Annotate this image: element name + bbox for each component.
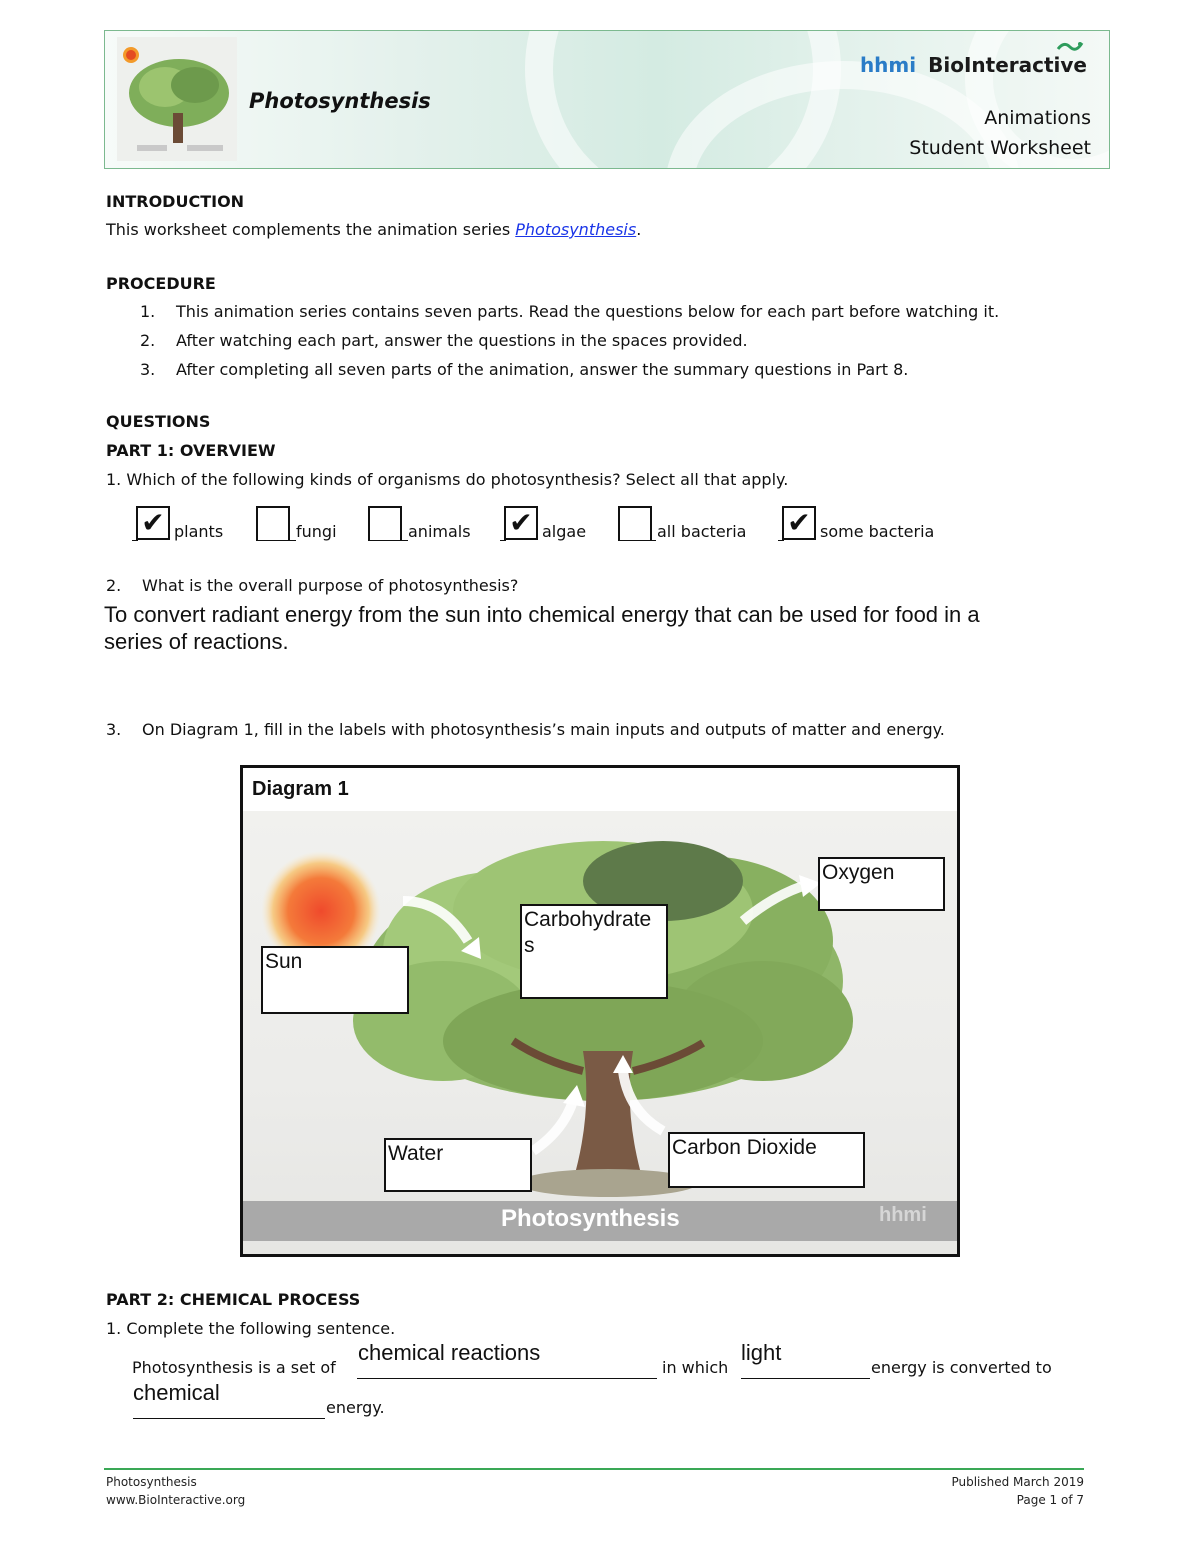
introduction-text (106, 220, 641, 240)
checkbox-all-bacteria[interactable] (618, 506, 652, 540)
part1-question-2: What is the overall purpose of photosynthesis? (142, 576, 519, 595)
hhmi-logo-text: hhmi (859, 53, 917, 77)
header-student-worksheet-label: Student Worksheet (909, 137, 1091, 159)
biointeractive-logo-text: BioInteractive (928, 53, 1087, 77)
diagram-hhmi-watermark: hhmi (879, 1204, 927, 1226)
sentence-part-d: energy. (326, 1398, 385, 1417)
option-label-all-bacteria: all bacteria (657, 522, 747, 541)
answer-2-line-1[interactable]: To convert radiant energy from the sun into chemical energy that can be used for food in a (104, 602, 980, 627)
procedure-item-text: This animation series contains seven parts. Read the questions below for each part before watching it. (176, 302, 1000, 321)
procedure-heading: PROCEDURE (106, 274, 216, 293)
hhmi-biointeractive-logo (860, 53, 1087, 77)
option-label-fungi: fungi (296, 522, 337, 541)
option-label-algae: algae (542, 522, 587, 541)
diagram-band-title: Photosynthesis (501, 1205, 680, 1232)
blank-line-2 (741, 1378, 870, 1379)
label-carbohydrates-text-2: s (524, 934, 535, 957)
footer-page-number: Page 1 of 7 (1016, 1493, 1084, 1507)
header-title: Photosynthesis (249, 89, 431, 113)
part1-question-3: On Diagram 1, fill in the labels with photosynthesis’s main inputs and outputs of matter and energy. (142, 720, 945, 739)
sentence-part-b: in which (662, 1358, 729, 1377)
footer-published: Published March 2019 (951, 1475, 1084, 1489)
answer-2-line-2[interactable]: series of reactions. (104, 629, 289, 654)
option-label-plants: plants (174, 522, 224, 541)
part1-heading: PART 1: OVERVIEW (106, 441, 276, 460)
procedure-item-text: After watching each part, answer the questions in the spaces provided. (176, 331, 748, 350)
checkbox-plants[interactable]: ✔ (136, 506, 170, 540)
label-carbohydrates-text-1: Carbohydrate (524, 908, 652, 931)
footer-website[interactable]: www.BioInteractive.org (106, 1493, 246, 1507)
footer-title: Photosynthesis (106, 1475, 197, 1489)
checkbox-algae[interactable]: ✔ (504, 506, 538, 540)
sentence-part-a: Photosynthesis is a set of (132, 1358, 336, 1377)
diagram-1 (240, 765, 960, 1257)
diagram-title: Diagram 1 (252, 778, 349, 800)
intro-text-after: . (636, 220, 642, 239)
questions-heading: QUESTIONS (106, 412, 211, 431)
label-water-text: Water (388, 1142, 444, 1165)
footer-divider (104, 1468, 1084, 1470)
part1-question-1: 1. Which of the following kinds of organisms do photosynthesis? Select all that apply. (106, 470, 789, 489)
procedure-item-num: 2. (140, 331, 156, 350)
header-thumbnail-image (117, 37, 237, 161)
header-banner (104, 30, 1110, 169)
checkbox-fungi[interactable] (256, 506, 290, 540)
label-sun-text: Sun (265, 950, 303, 973)
part1-question-3-num: 3. (106, 720, 122, 739)
procedure-item-num: 3. (140, 360, 156, 379)
sentence-part-c: energy is converted to (871, 1358, 1052, 1377)
label-box-oxygen[interactable] (818, 857, 945, 911)
option-label-animals: animals (408, 522, 471, 541)
label-box-water[interactable] (384, 1138, 532, 1192)
procedure-item-num: 1. (140, 302, 156, 321)
option-label-some-bacteria: some bacteria (820, 522, 935, 541)
photosynthesis-link[interactable]: Photosynthesis (515, 220, 637, 239)
header-animations-label: Animations (984, 107, 1091, 129)
blank-line-3 (133, 1418, 325, 1419)
checkbox-some-bacteria[interactable]: ✔ (782, 506, 816, 540)
part1-question-2-num: 2. (106, 576, 122, 595)
blank-line-1 (357, 1378, 657, 1379)
fill-light[interactable]: light (741, 1340, 782, 1365)
label-box-sun[interactable] (261, 946, 409, 1014)
label-oxygen-text: Oxygen (822, 861, 895, 884)
checkbox-animals[interactable] (368, 506, 402, 540)
part2-heading: PART 2: CHEMICAL PROCESS (106, 1290, 361, 1309)
fill-chemical-reactions[interactable]: chemical reactions (358, 1340, 541, 1365)
label-co2-text: Carbon Dioxide (672, 1136, 817, 1159)
procedure-item-text: After completing all seven parts of the animation, answer the summary questions in Part 8. (176, 360, 909, 379)
label-box-carbohydrates[interactable] (520, 904, 668, 999)
fill-chemical[interactable]: chemical (133, 1380, 220, 1405)
lizard-icon (1056, 39, 1084, 57)
intro-text-before: This worksheet complements the animation series (106, 220, 516, 239)
introduction-heading: INTRODUCTION (106, 192, 245, 211)
label-box-carbon-dioxide[interactable] (668, 1132, 865, 1188)
part2-question-1: 1. Complete the following sentence. (106, 1319, 396, 1338)
